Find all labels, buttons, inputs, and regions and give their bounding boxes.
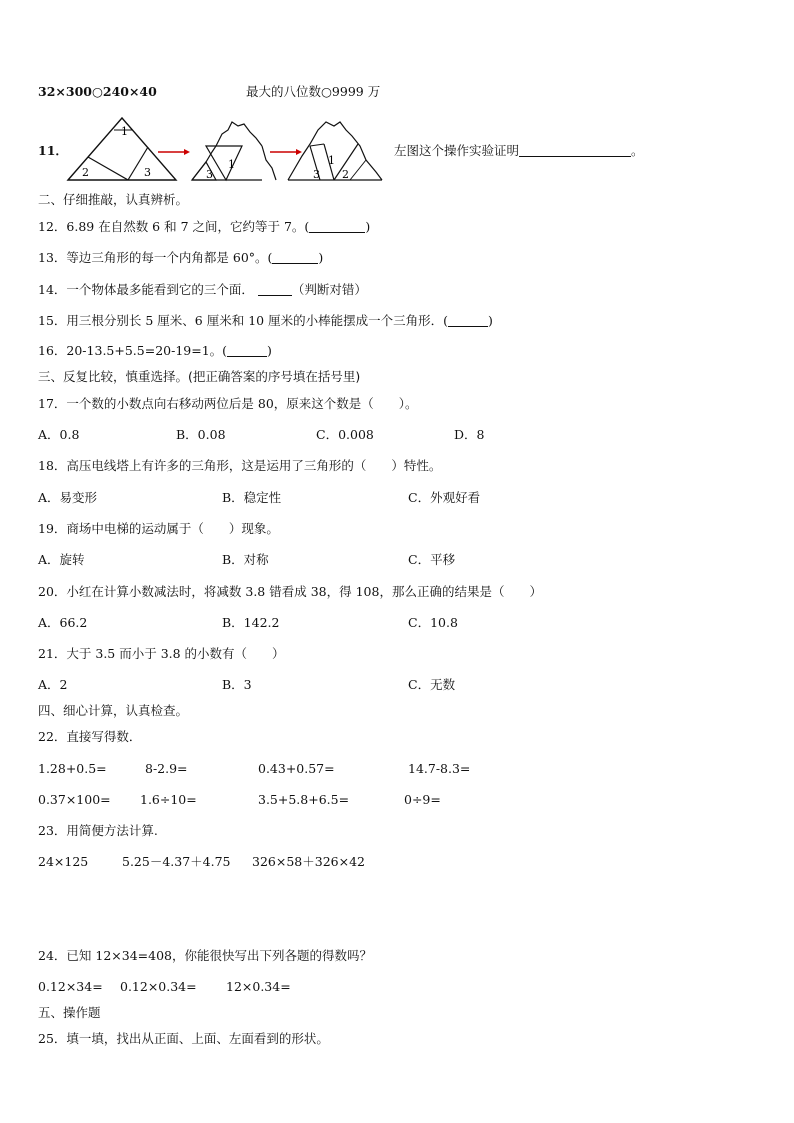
option-a[interactable]: A．旋转 bbox=[38, 552, 85, 567]
question-14 bbox=[38, 282, 367, 298]
section-5-heading: 五、操作题 bbox=[38, 1005, 101, 1020]
figure-label: 3 bbox=[313, 168, 320, 181]
calc-item: 1.6÷10= bbox=[140, 792, 197, 807]
option-a[interactable]: A．易变形 bbox=[38, 490, 98, 505]
calc-item: 14.7-8.3= bbox=[408, 761, 471, 776]
question-16-text: 16．20-13.5+5.5=20-19=1。( bbox=[38, 343, 228, 358]
option-d[interactable]: D．8 bbox=[454, 427, 485, 442]
question-14-text: 14．一个物体最多能看到它的三个面． bbox=[38, 282, 254, 297]
answer-blank[interactable] bbox=[258, 283, 292, 296]
calc-item: 0.37×100= bbox=[38, 792, 111, 807]
answer-blank[interactable] bbox=[448, 314, 488, 327]
question-16 bbox=[38, 343, 272, 359]
calc-item: 5.25－4.37＋4.75 bbox=[122, 854, 231, 869]
question-13-text: 13．等边三角形的每一个内角都是 60°。( bbox=[38, 250, 273, 265]
figure-label: 2 bbox=[342, 168, 349, 181]
question-24-text: 24．已知 12×34=408，你能很快写出下列各题的得数吗？ bbox=[38, 948, 372, 963]
triangle-angle-experiment-figure bbox=[66, 116, 386, 186]
question-20-text: 20．小红在计算小数减法时，将减数 3.8 错看成 38，得 108，那么正确的结果是（ ） bbox=[38, 584, 542, 599]
question-12 bbox=[38, 219, 370, 235]
calc-item: 0.12×0.34= bbox=[120, 979, 197, 994]
question-15 bbox=[38, 313, 493, 329]
section-3-heading: 三、反复比较，慎重选择。(把正确答案的序号填在括号里) bbox=[38, 369, 361, 384]
answer-blank[interactable] bbox=[309, 220, 365, 233]
figure-label: 3 bbox=[206, 168, 213, 181]
figure-label: 1 bbox=[328, 154, 335, 167]
figure-label: 1 bbox=[121, 125, 128, 138]
question-15-text: 15．用三根分别长 5 厘米、6 厘米和 10 厘米的小棒能摆成一个三角形．( bbox=[38, 313, 448, 328]
question-11-end: 。 bbox=[631, 143, 644, 158]
calc-item: 8-2.9= bbox=[145, 761, 188, 776]
question-12-text: 12．6.89 在自然数 6 和 7 之间，它约等于 7。( bbox=[38, 219, 310, 234]
figure-label: 3 bbox=[144, 166, 151, 179]
question-25-text: 25．填一填，找出从正面、上面、左面看到的形状。 bbox=[38, 1031, 329, 1046]
option-b[interactable]: B．142.2 bbox=[222, 615, 280, 630]
option-a[interactable]: A．2 bbox=[38, 677, 68, 692]
question-11-prompt: 左图这个操作实验证明 bbox=[394, 143, 520, 158]
question-22-text: 22．直接写得数． bbox=[38, 729, 142, 744]
section-4-heading: 四、细心计算，认真检查。 bbox=[38, 703, 189, 718]
question-15-end: ) bbox=[487, 313, 493, 328]
compare-expression: 32×300○240×40 bbox=[38, 84, 157, 99]
question-12-end: ) bbox=[365, 219, 371, 234]
question-14-end: （判断对错） bbox=[291, 282, 367, 297]
question-11-number: 11． bbox=[38, 143, 68, 158]
calc-item: 0.43+0.57= bbox=[258, 761, 335, 776]
option-c[interactable]: C．10.8 bbox=[408, 615, 458, 630]
option-b[interactable]: B．对称 bbox=[222, 552, 269, 567]
question-17-text: 17．一个数的小数点向右移动两位后是 80，原来这个数是（ ）。 bbox=[38, 396, 418, 411]
option-c[interactable]: C．无数 bbox=[408, 677, 456, 692]
figure-label: 1 bbox=[228, 158, 235, 171]
question-16-end: ) bbox=[267, 343, 272, 358]
answer-blank[interactable] bbox=[272, 251, 318, 264]
section-2-heading: 二、仔细推敲，认真辨析。 bbox=[38, 192, 189, 207]
option-a[interactable]: A．0.8 bbox=[38, 427, 80, 442]
question-13-end: ) bbox=[318, 250, 324, 265]
calc-item: 12×0.34= bbox=[226, 979, 291, 994]
question-11-text bbox=[394, 143, 644, 159]
question-13 bbox=[38, 250, 323, 266]
calc-item: 0÷9= bbox=[404, 792, 441, 807]
calc-item: 24×125 bbox=[38, 854, 89, 869]
option-c[interactable]: C．0.008 bbox=[316, 427, 374, 442]
figure-label: 2 bbox=[82, 166, 89, 179]
question-23-text: 23．用简便方法计算. bbox=[38, 823, 158, 838]
question-19-text: 19．商场中电梯的运动属于（ ）现象。 bbox=[38, 521, 279, 536]
calc-item: 0.12×34= bbox=[38, 979, 103, 994]
question-18-text: 18．高压电线塔上有许多的三角形，这是运用了三角形的（ ）特性。 bbox=[38, 458, 442, 473]
option-b[interactable]: B．3 bbox=[222, 677, 252, 692]
option-b[interactable]: B．稳定性 bbox=[222, 490, 282, 505]
compare-largest-eight-digit: 最大的八位数○9999 万 bbox=[246, 84, 381, 99]
option-c[interactable]: C．外观好看 bbox=[408, 490, 481, 505]
answer-blank[interactable] bbox=[519, 144, 631, 157]
option-a[interactable]: A．66.2 bbox=[38, 615, 88, 630]
option-b[interactable]: B．0.08 bbox=[176, 427, 226, 442]
question-21-text: 21．大于 3.5 而小于 3.8 的小数有（ ） bbox=[38, 646, 285, 661]
option-c[interactable]: C．平移 bbox=[408, 552, 456, 567]
calc-item: 326×58＋326×42 bbox=[252, 854, 365, 869]
answer-blank[interactable] bbox=[227, 344, 267, 357]
calc-item: 1.28+0.5= bbox=[38, 761, 107, 776]
calc-item: 3.5+5.8+6.5= bbox=[258, 792, 350, 807]
